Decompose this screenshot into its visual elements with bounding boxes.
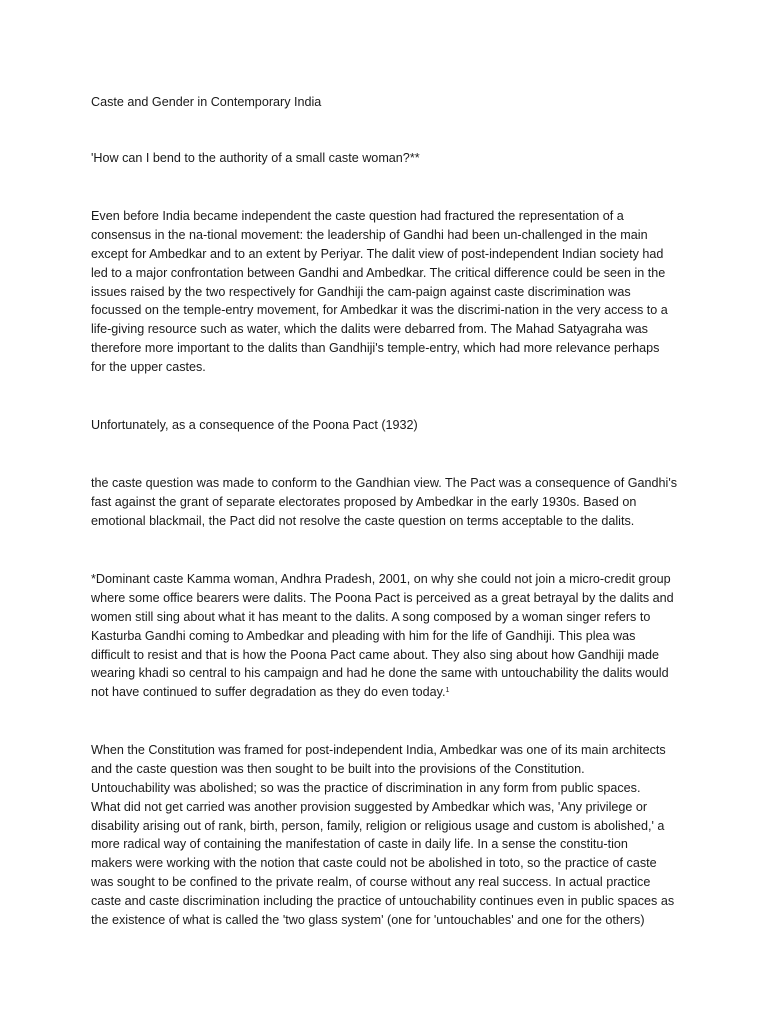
text-line: wearing khadi so central to his campaign and had he done the same with untouchability the dalits would xyxy=(91,666,669,681)
text-line-last xyxy=(91,683,691,702)
text-line: and the caste question was then sought to be built into the provisions of the Constitution. xyxy=(91,761,585,776)
text-line: Even before India became independent the caste question had fractured the representation of a xyxy=(91,209,624,223)
text-line: was sought to be confined to the private realm, of course without any real success. In actual practice xyxy=(91,875,651,890)
text-line: makers were working with the notion that caste could not be abolished in toto, so the practice of caste xyxy=(91,856,657,871)
text-line: women still sing about what it has meant to the dalits. A song composed by a woman singer refers to xyxy=(91,609,651,624)
text-line: What did not get carried was another provision suggested by Ambedkar which was, 'Any privilege or xyxy=(91,799,648,814)
text-line: life-giving resource such as water, which the dalits were debarred from. The Mahad Satyagraha was xyxy=(91,322,648,337)
text-line: for the upper castes. xyxy=(91,360,206,375)
text-line: therefore more important to the dalits than Gandhiji's temple-entry, which had more relevance perhaps xyxy=(91,341,660,356)
text-line: disability arising out of rank, birth, person, family, religion or religious usage and custom is abolished,' a xyxy=(91,818,665,833)
text-line: the caste question was made to conform to the Gandhian view. The Pact was a consequence of Gandhi's xyxy=(91,476,678,490)
text-line: When the Constitution was framed for post-independent India, Ambedkar was one of its main architects xyxy=(91,743,666,757)
epigraph xyxy=(91,149,691,168)
text-line: Kasturba Gandhi coming to Ambedkar and pleading with him for the life of Gandhiji. This plea was xyxy=(91,628,636,643)
footnote-marker: 1 xyxy=(445,687,450,695)
text-line: emotional blackmail, the Pact did not resolve the caste question on terms acceptable to the dalits. xyxy=(91,513,635,528)
text-line: Unfortunately, as a consequence of the Poona Pact (1932) xyxy=(91,418,418,432)
paragraph-3 xyxy=(91,474,691,531)
text-line: fast against the grant of separate electorates proposed by Ambedkar in the early 1930s. Based on xyxy=(91,494,637,509)
text-line: focussed on the temple-entry movement, for Ambedkar it was the discrimi-nation in the very access to a xyxy=(91,303,668,318)
text-line: more radical way of containing the manifestation of caste in daily life. In a sense the constitu-tion xyxy=(91,837,628,852)
epigraph-text: 'How can I bend to the authority of a small caste woman?** xyxy=(91,151,420,165)
paragraph-5 xyxy=(91,741,691,930)
paragraph-1 xyxy=(91,207,691,377)
text-line: the existence of what is called the 'two glass system' (one for 'untouchables' and one for the others) xyxy=(91,913,645,928)
title-text: Caste and Gender in Contemporary India xyxy=(91,95,322,109)
text-line: difficult to resist and that is how the Poona Pact came about. They also sing about how Gandhiji made xyxy=(91,647,659,662)
document-title xyxy=(91,93,691,112)
paragraph-4-footnote xyxy=(91,570,691,702)
text-line: where some office bearers were dalits. The Poona Pact is perceived as a great betrayal by the dalits and xyxy=(91,590,674,605)
text-line: *Dominant caste Kamma woman, Andhra Pradesh, 2001, on why she could not join a micro-credit group xyxy=(91,572,671,586)
text-line: caste and caste discrimination including the practice of untouchability continues even in public spaces as xyxy=(91,894,675,909)
text-line: issues raised by the two respectively for Gandhiji the cam-paign against caste discrimination was xyxy=(91,284,631,299)
text-line: consensus in the na-tional movement: the leadership of Gandhi had been un-challenged in the main xyxy=(91,227,648,242)
text-line: led to a major confrontation between Gandhi and Ambedkar. The critical difference could be seen in the xyxy=(91,265,666,280)
text-line: not have continued to suffer degradation as they do even today. xyxy=(91,685,446,700)
text-line: except for Ambedkar and to an extent by Periyar. The dalit view of post-independent Indian society had xyxy=(91,246,664,261)
paragraph-2 xyxy=(91,416,691,435)
text-line: Untouchability was abolished; so was the practice of discrimination in any form from public spaces. xyxy=(91,780,641,795)
